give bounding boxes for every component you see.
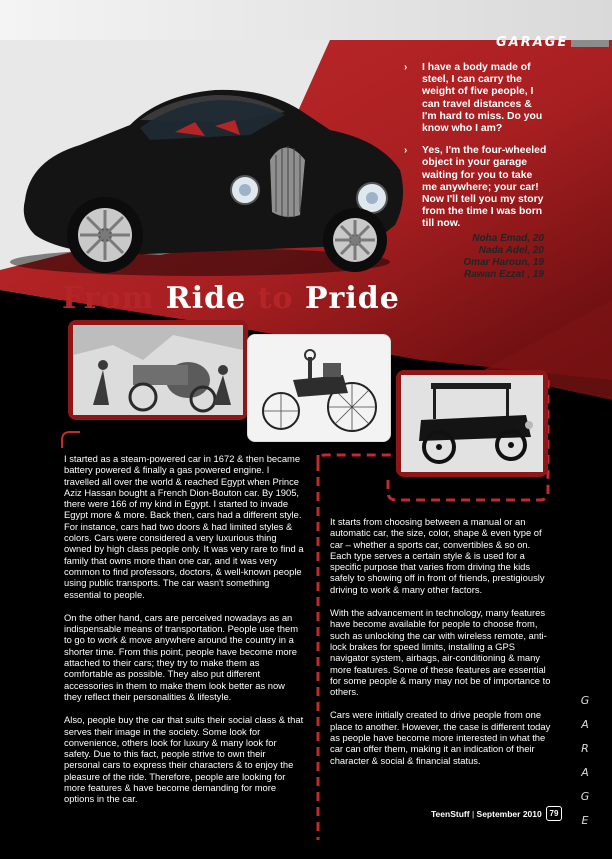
author-name: Rawan Ezzat , 19 (463, 269, 544, 280)
headline-part: From (62, 281, 166, 316)
intro-item (402, 62, 547, 135)
section-tag: GARAGE (496, 35, 569, 50)
page-number: 79 (546, 806, 562, 821)
article-headline (62, 280, 400, 318)
photo-steam-carriage (68, 320, 248, 420)
section-bar (571, 40, 609, 47)
intro-item (402, 145, 547, 230)
article-paragraph: It starts from choosing between a manual or an automatic car, the size, color, shape & even type of car – whether a sports car, convertibles & so on. Each type serves a certain style & is used for a specific purpose that varies from driving the kids safely to showing off in front of friends, prestigiously driving to work & many other factors. (330, 516, 545, 595)
car-illustration (0, 40, 420, 280)
page-footer (431, 809, 542, 819)
article-paragraph: Cars were initially created to drive people from one place to another. However, the case is different today as people have become more interested in what the car can offer them, making it an indication of their character & social & financial status. (330, 709, 551, 766)
photo-vintage-car (396, 370, 548, 477)
steam-carriage-image (73, 325, 243, 415)
intro-text: I have a body made of steel, I can carry the weight of five people, I can travel distances & I'm hard to miss. Do you know who I am? (422, 62, 543, 135)
intro-text: Yes, I'm the four-wheeled object in your garage waiting for you to take me anywhere; your car! Now I'll tell you my story from the time I was born till now. (422, 145, 547, 230)
side-letter: G (580, 694, 590, 707)
author-name: Noha Emad, 20 (472, 233, 544, 244)
footer-separator: | (471, 809, 475, 819)
side-letter: R (581, 742, 589, 755)
side-letter: A (581, 718, 589, 731)
vintage-car-image (401, 375, 543, 472)
headline-part: to (246, 281, 305, 316)
article-paragraph: On the other hand, cars are perceived nowadays as an indispensable means of transportation. People use them to go to work & move anywhere around the country in a shorter time. From this point, people have become more attached to their cars; they try to make them as comfortable as possible. They also put different accessories in them to make them look better as now they reflect their personalities & lifestyle. (64, 611, 298, 702)
article-paragraph: I started as a steam-powered car in 1672 & then became battery powered & finally a gas powered engine. I travelled all over the world & reached Egypt when Prince Aziz Hassan bought a French Dion-Bouton car. By 1905, there were 166 of my kind in Egypt. I started to invade Egypt more & more. Back then, cars had a different style. For instance, cars had two doors & had limited styles & colors. Cars were considered a very luxurious thing owned by high class people only. It was very rare to find a family that owns more than one car, and it was very common to find professors, doctors, & well-known people using public transports. The car wasn't something essential to people. (64, 453, 304, 600)
author-name: Omar Haroun, 19 (463, 257, 544, 268)
side-letter: A (581, 766, 589, 779)
author-name: Nada Adel, 20 (478, 245, 544, 256)
chevron-right-icon: › (404, 62, 408, 73)
photo-motorwagen (247, 334, 391, 442)
motorwagen-image (248, 335, 390, 441)
headline-part: Ride (165, 281, 247, 316)
issue-date: September 2010 (476, 809, 542, 819)
article-paragraph: Also, people buy the car that suits their social class & that serves their image in the society. Some look for convenience, others look for luxury & many look for safety. Due to this fact, people strive to own their personal cars to express their characters & to enjoy the pleasure of the ride. Therefore, people are looking for more features & have become demanding for more options in the car. (64, 714, 304, 805)
article-column-right (330, 516, 552, 778)
intro-list (402, 62, 547, 241)
magazine-name: TeenStuff (431, 809, 470, 819)
author-list (430, 233, 544, 281)
chevron-right-icon: › (404, 145, 408, 157)
article-column-left (64, 453, 304, 817)
side-letter: E (581, 814, 589, 827)
headline-part: Pride (304, 281, 400, 316)
side-letter: G (580, 790, 590, 803)
article-paragraph: With the advancement in technology, many features have become available for people to choose from, such as unlocking the car with wireless remote, anti-lock brakes for speed limits, installing a GPS navigator system, airbags, air-conditioning & many more features. Some of these features are essential for some people & many may not be of importance to others. (330, 607, 551, 698)
